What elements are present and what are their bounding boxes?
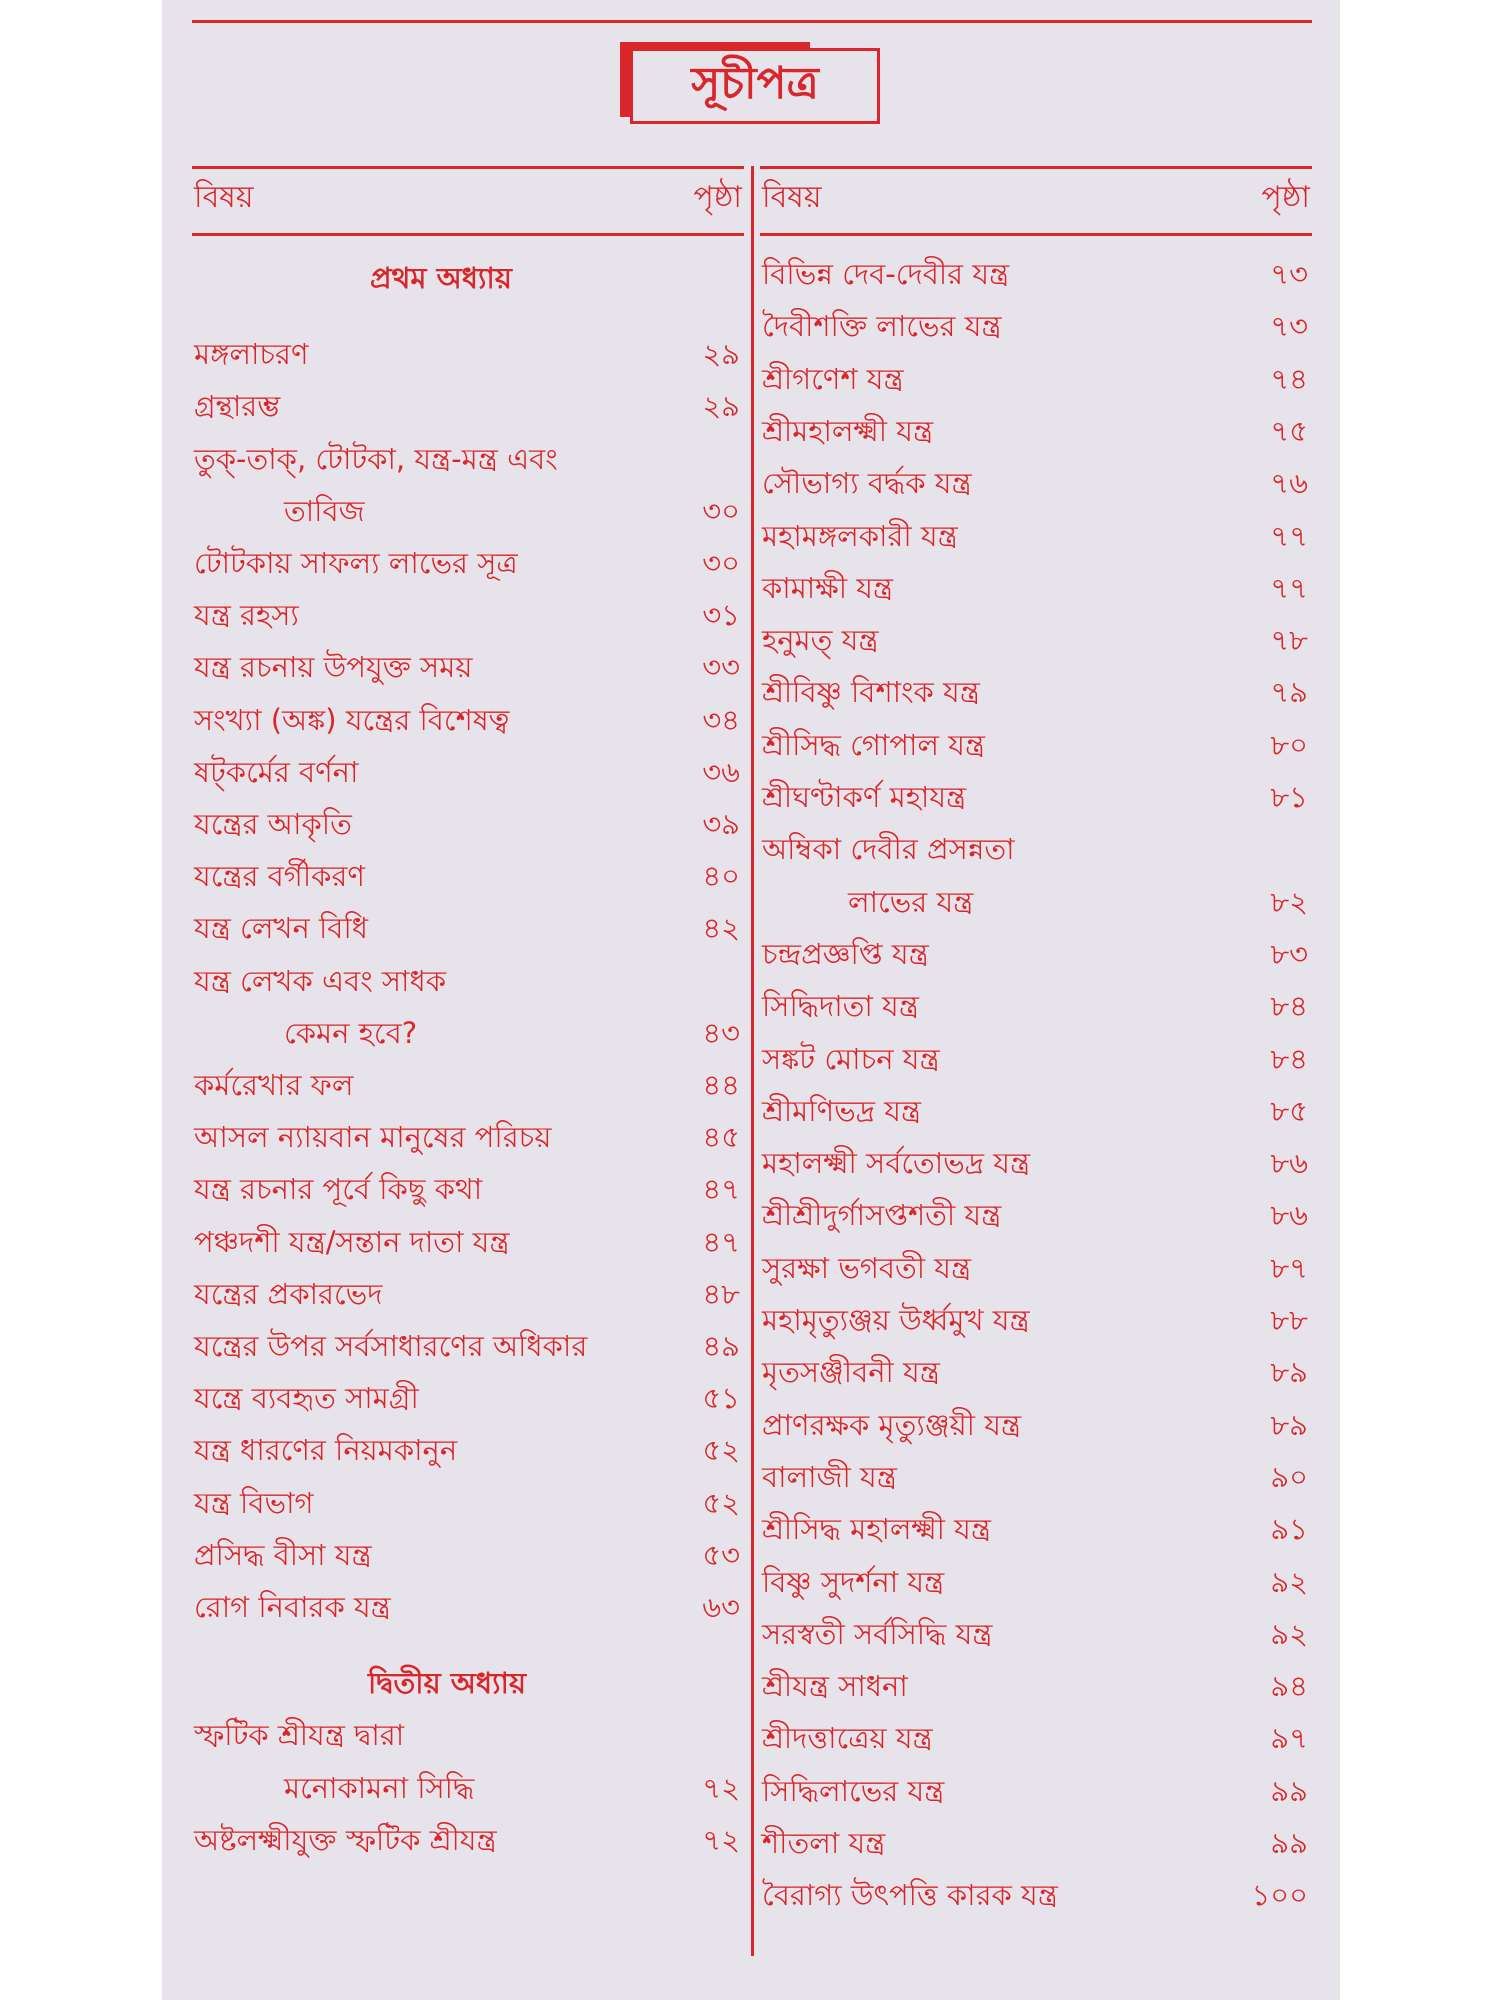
toc-title: প্রাণরক্ষক মৃত্যুঞ্জয়ী যন্ত্র xyxy=(762,1407,1022,1442)
toc-title: কর্মরেখার ফল xyxy=(194,1068,354,1102)
toc-row xyxy=(760,1503,1312,1555)
page-title: সূচীপত্র xyxy=(630,48,880,124)
toc-row xyxy=(192,1424,744,1476)
toc-row xyxy=(760,457,1312,509)
toc-row xyxy=(760,1556,1312,1608)
toc-page-number: ৯২ xyxy=(1270,1564,1308,1599)
toc-row xyxy=(760,876,1312,928)
toc-page-number: ৮৯ xyxy=(1270,1355,1308,1390)
toc-title: শীতলা যন্ত্র xyxy=(762,1826,886,1860)
toc-row xyxy=(760,1346,1312,1398)
toc-row xyxy=(192,694,744,746)
page-header: পৃষ্ঠা xyxy=(693,180,742,215)
toc-page-number: ৩৯ xyxy=(702,807,740,841)
toc-page-number: ৯৪ xyxy=(1270,1669,1308,1704)
right-column xyxy=(760,166,1312,1913)
toc-row xyxy=(192,1111,744,1163)
toc-row xyxy=(192,328,744,380)
toc-page-number: ৮৪ xyxy=(1270,989,1308,1024)
toc-row xyxy=(760,405,1312,457)
toc-page-number: ৮৪ xyxy=(1270,1041,1308,1076)
toc-title: সিদ্ধিদাতা যন্ত্র xyxy=(762,989,919,1024)
toc-row xyxy=(760,928,1312,980)
toc-row xyxy=(192,1059,744,1111)
toc-title: মৃতসঞ্জীবনী যন্ত্র xyxy=(762,1355,940,1390)
toc-row xyxy=(760,1242,1312,1294)
toc-page-number: ৬৩ xyxy=(702,1590,740,1624)
toc-row xyxy=(760,980,1312,1032)
toc-title: দৈবীশক্তি লাভের যন্ত্র xyxy=(762,309,1002,344)
toc-title: শ্রীসিদ্ধ গোপাল যন্ত্র xyxy=(762,727,986,762)
toc-title: যন্ত্র ধারণের নিয়মকানুন xyxy=(194,1433,458,1468)
toc-title: মহালক্ষ্মী সর্বতোভদ্র যন্ত্র xyxy=(762,1146,1031,1181)
toc-page-number: ৭৬ xyxy=(1270,466,1308,501)
toc-page-number: ৭৩ xyxy=(1270,257,1308,291)
toc-page-number: ৫৩ xyxy=(702,1537,740,1572)
toc-row xyxy=(192,537,744,589)
toc-row xyxy=(760,1294,1312,1346)
toc-row xyxy=(760,1033,1312,1085)
toc-title: শ্রীবিষ্ণু বিশাংক যন্ত্র xyxy=(762,675,980,710)
toc-row xyxy=(760,1137,1312,1189)
subject-header: বিষয় xyxy=(194,180,254,215)
toc-page-number: ৪৩ xyxy=(702,1015,740,1050)
toc-title: সংখ্যা (অঙ্ক) যন্ত্রের বিশেষত্ব xyxy=(194,702,510,737)
toc-row xyxy=(760,1085,1312,1137)
left-column-header xyxy=(192,166,744,236)
toc-title: সিদ্ধিলাভের যন্ত্র xyxy=(762,1773,945,1808)
toc-row xyxy=(192,1477,744,1529)
toc-row xyxy=(760,614,1312,666)
toc-title: শ্রীসিদ্ধ মহালক্ষ্মী যন্ত্র xyxy=(762,1512,992,1547)
toc-title: শ্রীশ্রীদুর্গাসপ্তশতী যন্ত্র xyxy=(762,1198,1002,1233)
right-column-header xyxy=(760,166,1312,236)
toc-title: যন্ত্রের প্রকারভেদ xyxy=(194,1276,383,1311)
toc-title: শ্রীগণেশ যন্ত্র xyxy=(762,361,904,396)
toc-title: যন্ত্রের উপর সর্বসাধারণের অধিকার xyxy=(194,1329,588,1363)
column-divider xyxy=(751,166,754,1956)
toc-title: যন্ত্রে ব্যবহৃত সামগ্রী xyxy=(194,1381,419,1416)
toc-row xyxy=(760,666,1312,718)
toc-row xyxy=(760,1765,1312,1817)
toc-page-number: ৯২ xyxy=(1270,1616,1308,1651)
toc-page-number: ৯৯ xyxy=(1270,1826,1308,1860)
toc-title: শ্রীদত্তাত্রেয় যন্ত্র xyxy=(762,1721,933,1756)
toc-title: অম্বিকা দেবীর প্রসন্নতা xyxy=(762,832,1015,867)
toc-row xyxy=(192,798,744,850)
toc-page-number: ৪৫ xyxy=(702,1120,740,1155)
toc-title: টোটকায় সাফল্য লাভের সূত্র xyxy=(194,546,518,580)
toc-page-number: ৮৩ xyxy=(1270,936,1308,971)
toc-page-number: ৩০ xyxy=(702,546,740,580)
toc-title: সুরক্ষা ভগবতী যন্ত্র xyxy=(762,1250,972,1285)
toc-page-number: ৫২ xyxy=(702,1485,740,1520)
toc-page-number: ৭৪ xyxy=(1270,361,1308,396)
toc-title: গ্রন্থারম্ভ xyxy=(194,389,281,424)
toc-title: রোগ নিবারক যন্ত্র xyxy=(194,1590,391,1624)
toc-page-number: ৭২ xyxy=(702,1822,740,1857)
toc-page-number: ৮৮ xyxy=(1270,1303,1308,1337)
toc-row xyxy=(760,1817,1312,1869)
toc-page-number: ৭৭ xyxy=(1270,570,1308,605)
toc-page-number: ৪৯ xyxy=(702,1329,740,1363)
toc-page-number: ৮২ xyxy=(1270,884,1308,919)
toc-page-number: ৭৫ xyxy=(1270,413,1308,448)
toc-page-number: ২৯ xyxy=(702,389,740,424)
toc-row xyxy=(192,850,744,902)
toc-row xyxy=(760,1712,1312,1764)
toc-row xyxy=(760,248,1312,300)
toc-page-number: ৫১ xyxy=(702,1381,740,1416)
toc-page-number: ৭২ xyxy=(702,1770,740,1805)
toc-title: ষট্‌কর্মের বর্ণনা xyxy=(194,754,359,789)
toc-row xyxy=(760,1608,1312,1660)
toc-row xyxy=(192,485,744,537)
toc-title: যন্ত্রের আকৃতি xyxy=(194,807,352,841)
toc-title: স্ফটিক শ্রীযন্ত্র দ্বারা xyxy=(194,1718,405,1753)
toc-title: বালাজী যন্ত্র xyxy=(762,1459,897,1494)
toc-title: মহামঙ্গলকারী যন্ত্র xyxy=(762,518,958,553)
toc-page-number: ৩৩ xyxy=(702,650,740,685)
toc-title: সরস্বতী সর্বসিদ্ধি যন্ত্র xyxy=(762,1616,993,1651)
toc-row xyxy=(192,902,744,954)
toc-page-number: ৫২ xyxy=(702,1433,740,1468)
toc-page-number: ৩৬ xyxy=(702,754,740,789)
toc-page-number: ৩০ xyxy=(702,493,740,528)
toc-row xyxy=(192,1709,744,1761)
toc-title: যন্ত্র রহস্য xyxy=(194,598,299,633)
toc-title: কেমন হবে? xyxy=(284,1015,418,1050)
toc-title: অষ্টলক্ষ্মীযুক্ত স্ফটিক শ্রীযন্ত্র xyxy=(194,1822,497,1857)
subject-header: বিষয় xyxy=(762,180,822,215)
toc-page-number: ৪৭ xyxy=(702,1172,740,1207)
toc-page-number: ৮৭ xyxy=(1270,1250,1308,1285)
toc-title: তাবিজ xyxy=(284,493,365,528)
toc-row xyxy=(192,433,744,485)
toc-page-number: ৩৪ xyxy=(702,702,740,737)
toc-page-number: ৪৭ xyxy=(702,1224,740,1259)
toc-title: কামাক্ষী যন্ত্র xyxy=(762,570,894,605)
toc-row xyxy=(192,1372,744,1424)
toc-row xyxy=(760,1869,1312,1921)
toc-title: বিষ্ণু সুদর্শনা যন্ত্র xyxy=(762,1564,945,1599)
toc-title: যন্ত্র বিভাগ xyxy=(194,1485,314,1520)
toc-title: যন্ত্র রচনার পূর্বে কিছু কথা xyxy=(194,1172,483,1207)
toc-title: শ্রীমহালক্ষ্মী যন্ত্র xyxy=(762,413,934,448)
toc-page-number: ২৯ xyxy=(702,337,740,372)
toc-row xyxy=(760,353,1312,405)
toc-page-number: ৯১ xyxy=(1270,1512,1308,1547)
toc-row xyxy=(192,746,744,798)
toc-title: শ্রীমণিভদ্র যন্ত্র xyxy=(762,1093,922,1128)
toc-title: শ্রীঘণ্টাকর্ণ মহাযন্ত্র xyxy=(762,780,967,814)
toc-page-number: ৯০ xyxy=(1270,1459,1308,1494)
toc-title: তুক্‌-তাক্‌, টোটকা, যন্ত্র-মন্ত্র এবং xyxy=(194,441,558,476)
toc-page-number: ৩১ xyxy=(702,598,740,633)
toc-page-number: ১০০ xyxy=(1251,1878,1308,1913)
toc-title: আসল ন্যায়বান মানুষের পরিচয় xyxy=(194,1120,552,1155)
toc-row xyxy=(192,1268,744,1320)
toc-page-number: ৮৬ xyxy=(1270,1146,1308,1181)
toc-row xyxy=(760,823,1312,875)
toc-page-number: ৪০ xyxy=(702,859,740,894)
toc-title: প্রথম অধ্যায় xyxy=(370,261,512,295)
toc-title: পঞ্চদশী যন্ত্র/সন্তান দাতা যন্ত্র xyxy=(194,1224,510,1259)
toc-title: যন্ত্রের বর্গীকরণ xyxy=(194,859,365,894)
toc-row xyxy=(192,1163,744,1215)
toc-row xyxy=(192,380,744,432)
toc-page-number: ৭৮ xyxy=(1270,623,1308,658)
toc-title: বিভিন্ন দেব-দেবীর যন্ত্র xyxy=(762,257,1010,291)
toc-row xyxy=(760,1189,1312,1241)
toc-row xyxy=(760,1451,1312,1503)
toc-page-number: ৮৫ xyxy=(1270,1093,1308,1128)
toc-title: মনোকামনা সিদ্ধি xyxy=(284,1770,475,1805)
toc-page-number: ৭৩ xyxy=(1270,309,1308,344)
toc-row xyxy=(760,719,1312,771)
toc-row xyxy=(192,1320,744,1372)
toc-page-number: ৮৯ xyxy=(1270,1407,1308,1442)
toc-title: যন্ত্র লেখক এবং সাধক xyxy=(194,963,446,998)
toc-row xyxy=(760,562,1312,614)
toc-title: যন্ত্র লেখন বিধি xyxy=(194,911,368,946)
toc-row xyxy=(760,1399,1312,1451)
toc-title: প্রসিদ্ধ বীসা যন্ত্র xyxy=(194,1537,372,1572)
toc-page-number: ৭৯ xyxy=(1270,675,1308,710)
toc-row xyxy=(192,1581,744,1633)
toc-page-number: ৮০ xyxy=(1270,727,1308,762)
toc-page-number: ৮১ xyxy=(1270,780,1308,814)
toc-row xyxy=(760,510,1312,562)
book-page xyxy=(162,0,1340,2000)
toc-row xyxy=(760,300,1312,352)
toc-title: যন্ত্র রচনায় উপযুক্ত সময় xyxy=(194,650,473,685)
toc-row xyxy=(760,771,1312,823)
toc-row xyxy=(192,1529,744,1581)
toc-row xyxy=(192,641,744,693)
toc-row xyxy=(192,1762,744,1814)
toc-title: বৈরাগ্য উৎপত্তি কারক যন্ত্র xyxy=(762,1878,1058,1913)
toc-row xyxy=(192,589,744,641)
toc-title: দ্বিতীয় অধ্যায় xyxy=(368,1666,527,1701)
toc-row xyxy=(192,1814,744,1866)
toc-page-number: ৪৪ xyxy=(702,1068,740,1102)
top-rule xyxy=(192,20,1312,23)
toc-row xyxy=(192,1216,744,1268)
toc-title: চন্দ্রপ্রজ্ঞপ্তি যন্ত্র xyxy=(762,936,929,971)
toc-title: হনুমত্‌ যন্ত্র xyxy=(762,623,879,658)
toc-title: মঙ্গলাচরণ xyxy=(194,337,309,372)
chapter-heading xyxy=(192,1657,744,1709)
toc-page-number: ৭৭ xyxy=(1270,518,1308,553)
toc-page-number: ৮৬ xyxy=(1270,1198,1308,1233)
toc-row xyxy=(760,1660,1312,1712)
toc-row xyxy=(192,1007,744,1059)
toc-title: সঙ্কট মোচন যন্ত্র xyxy=(762,1041,940,1076)
toc-page-number: ৪৮ xyxy=(702,1276,740,1311)
toc-page-number: ৯৯ xyxy=(1270,1773,1308,1808)
chapter-heading xyxy=(192,252,744,304)
toc-title: লাভের যন্ত্র xyxy=(848,884,974,919)
toc-page-number: ৪২ xyxy=(702,911,740,946)
toc-page-number: ৯৭ xyxy=(1270,1721,1308,1756)
toc-title: সৌভাগ্য বর্দ্ধক যন্ত্র xyxy=(762,466,972,501)
toc-title: মহামৃত্যুঞ্জয় উর্ধ্বমুখ যন্ত্র xyxy=(762,1303,1030,1337)
toc-row xyxy=(192,955,744,1007)
page-header: পৃষ্ঠা xyxy=(1261,180,1310,215)
left-column xyxy=(192,166,744,1857)
toc-title: শ্রীযন্ত্র সাধনা xyxy=(762,1669,908,1704)
